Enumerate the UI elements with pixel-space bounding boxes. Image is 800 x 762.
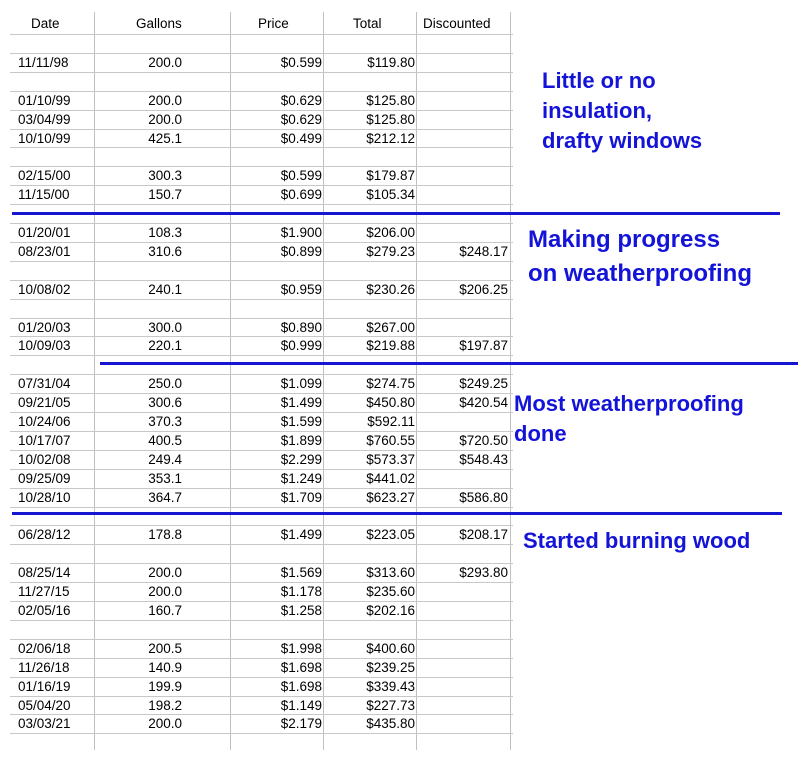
cell-gallons: 310.6 (148, 243, 182, 259)
cell-date: 01/16/19 (18, 678, 71, 694)
cell-gallons: 200.0 (148, 565, 182, 581)
cell-gallons: 249.4 (148, 451, 182, 467)
cell-discounted (428, 583, 508, 601)
cell-price: $1.258 (280, 603, 322, 618)
cell-price: $0.699 (280, 187, 322, 203)
cell-discounted (428, 356, 508, 374)
cell-price: $1.599 (280, 414, 322, 429)
annotation-line: Started burning wood (523, 528, 751, 553)
cell-date: 10/10/99 (18, 130, 71, 146)
cell-total (335, 262, 415, 280)
cell-total: $119.80 (367, 54, 415, 70)
cell-price: $1.149 (280, 697, 322, 713)
cell-price: $0.599 (280, 54, 322, 70)
cell-price: $1.099 (280, 376, 322, 392)
cell-date: 09/25/09 (18, 470, 71, 486)
cell-date: 08/23/01 (18, 243, 71, 259)
cell-discounted (428, 678, 508, 696)
cell-discounted (428, 148, 508, 166)
cell-date (18, 148, 90, 166)
header-gallons: Gallons (136, 16, 182, 31)
cell-price: $1.698 (280, 659, 322, 675)
cell-discounted: $548.43 (459, 451, 508, 467)
cell-gallons: 200.0 (148, 111, 182, 127)
cell-price: $0.890 (280, 319, 322, 335)
cell-gallons: 198.2 (148, 697, 182, 713)
annotation-phase4 (523, 526, 750, 556)
cell-total (335, 356, 415, 374)
cell-date: 03/04/99 (18, 111, 71, 127)
cell-total: $223.05 (366, 527, 415, 543)
cell-date: 01/10/99 (18, 92, 71, 108)
cell-price: $0.599 (280, 168, 322, 184)
annotation-line: done (514, 421, 567, 446)
cell-date: 11/11/98 (18, 54, 69, 70)
cell-total: $125.80 (366, 111, 415, 127)
cell-price: $0.959 (280, 281, 322, 297)
cell-total (335, 73, 415, 91)
header-date: Date (31, 16, 60, 31)
phase-separator (12, 212, 780, 215)
annotation-line: insulation, (542, 98, 652, 123)
cell-price: $1.998 (280, 640, 322, 656)
cell-total (335, 300, 415, 318)
cell-date: 09/21/05 (18, 395, 71, 411)
cell-gallons: 370.3 (148, 414, 182, 429)
cell-date: 02/05/16 (18, 603, 71, 618)
cell-discounted: $206.25 (459, 281, 508, 297)
cell-discounted: $420.54 (459, 395, 508, 411)
cell-price: $0.499 (280, 130, 322, 146)
cell-gallons: 250.0 (148, 376, 182, 392)
cell-gallons: 364.7 (148, 489, 182, 505)
cell-price: $2.179 (280, 716, 322, 732)
cell-date: 10/17/07 (18, 432, 71, 448)
cell-discounted (428, 602, 508, 620)
cell-gallons: 400.5 (148, 432, 182, 448)
cell-gallons (102, 35, 182, 53)
cell-date (18, 35, 90, 53)
cell-date: 10/08/02 (18, 281, 71, 297)
annotation-phase2 (528, 223, 752, 291)
cell-discounted (428, 300, 508, 318)
cell-price: $0.999 (280, 338, 322, 354)
cell-total: $279.23 (366, 243, 415, 259)
cell-gallons: 160.7 (148, 603, 182, 618)
cell-date: 03/03/21 (18, 716, 71, 732)
cell-date: 10/24/06 (18, 414, 71, 429)
cell-total: $125.80 (366, 92, 415, 108)
cell-gallons: 178.8 (148, 527, 182, 543)
header-discounted: Discounted (423, 16, 491, 31)
cell-date: 05/04/20 (18, 697, 71, 713)
annotation-line: on weatherproofing (528, 260, 752, 287)
cell-price: $0.899 (280, 243, 322, 259)
cell-gallons (102, 73, 182, 91)
cell-date: 07/31/04 (18, 376, 71, 392)
cell-date: 01/20/03 (18, 319, 71, 335)
cell-price: $1.499 (280, 527, 322, 543)
cell-discounted (428, 413, 508, 431)
cell-gallons (102, 262, 182, 280)
cell-gallons: 220.1 (148, 338, 182, 354)
cell-discounted: $586.80 (459, 489, 508, 505)
cell-price: $1.698 (280, 678, 322, 694)
row-divider (10, 733, 513, 734)
cell-gallons: 199.9 (148, 678, 182, 694)
cell-total: $313.60 (366, 565, 415, 581)
cell-gallons (102, 148, 182, 166)
cell-total: $339.43 (366, 678, 415, 694)
cell-price: $1.709 (280, 489, 322, 505)
cell-gallons: 425.1 (148, 130, 182, 146)
cell-total: $206.00 (366, 225, 415, 240)
cell-discounted (428, 224, 508, 242)
cell-gallons: 300.6 (148, 395, 182, 411)
cell-date (18, 508, 90, 526)
annotation-line: drafty windows (542, 128, 703, 153)
cell-date (18, 73, 90, 91)
cell-discounted (428, 35, 508, 53)
cell-gallons (102, 300, 182, 318)
cell-total: $441.02 (366, 470, 415, 486)
cell-gallons (102, 621, 182, 639)
cell-discounted (428, 470, 508, 488)
cell-price (242, 356, 322, 374)
cell-total: $450.80 (366, 395, 415, 411)
cell-total: $235.60 (366, 584, 415, 600)
cell-discounted (428, 73, 508, 91)
cell-gallons: 200.0 (148, 584, 182, 600)
cell-gallons: 353.1 (148, 470, 182, 486)
cell-gallons: 200.5 (148, 640, 182, 656)
cell-price (242, 300, 322, 318)
cell-price (242, 73, 322, 91)
cell-total: $239.25 (366, 659, 415, 675)
cell-total (335, 35, 415, 53)
cell-total: $227.73 (366, 697, 415, 713)
cell-discounted: $197.87 (459, 338, 508, 354)
cell-total (335, 148, 415, 166)
annotation-line: Little or no (542, 68, 656, 93)
cell-price: $1.178 (280, 584, 322, 600)
cell-gallons: 300.0 (148, 319, 182, 335)
cell-price: $1.499 (280, 395, 322, 411)
cell-price: $1.900 (280, 225, 322, 240)
cell-discounted (428, 319, 508, 337)
cell-discounted (428, 186, 508, 204)
cell-gallons (102, 356, 182, 374)
annotation-line: Making progress (528, 226, 721, 253)
cell-total: $230.26 (366, 281, 415, 297)
cell-date (18, 300, 90, 318)
cell-total: $623.27 (366, 489, 415, 505)
cell-date: 01/20/01 (18, 225, 71, 240)
cell-total (335, 508, 415, 526)
cell-total: $435.80 (366, 716, 415, 732)
cell-total (335, 545, 415, 563)
cell-price (242, 545, 322, 563)
cell-price (242, 262, 322, 280)
cell-date: 06/28/12 (18, 527, 71, 543)
cell-discounted: $720.50 (459, 432, 508, 448)
cell-gallons: 240.1 (148, 281, 182, 297)
cell-total: $212.12 (366, 130, 415, 146)
cell-discounted (428, 659, 508, 677)
cell-total: $400.60 (366, 640, 415, 656)
cell-gallons: 108.3 (148, 225, 182, 240)
cell-date (18, 545, 90, 563)
cell-gallons (102, 545, 182, 563)
cell-price: $0.629 (280, 111, 322, 127)
cell-date (18, 356, 90, 374)
cell-discounted: $248.17 (459, 243, 508, 259)
cell-total: $592.11 (367, 414, 415, 429)
cell-discounted (428, 508, 508, 526)
cell-date: 08/25/14 (18, 565, 71, 581)
cell-date: 10/28/10 (18, 489, 71, 505)
cell-date: 11/27/15 (18, 584, 70, 600)
cell-date: 11/15/00 (18, 187, 70, 203)
cell-discounted (428, 167, 508, 185)
cell-gallons: 140.9 (148, 659, 182, 675)
cell-date: 10/02/08 (18, 451, 71, 467)
cell-date: 11/26/18 (18, 659, 70, 675)
cell-price (242, 148, 322, 166)
cell-price (242, 621, 322, 639)
cell-total: $105.34 (366, 187, 415, 203)
cell-gallons: 200.0 (148, 54, 182, 70)
cell-total: $760.55 (366, 432, 415, 448)
cell-discounted (428, 54, 508, 72)
phase-separator (100, 362, 798, 365)
cell-date: 02/06/18 (18, 640, 71, 656)
cell-total: $274.75 (366, 376, 415, 392)
cell-price: $2.299 (280, 451, 322, 467)
annotation-line: Most weatherproofing (514, 391, 744, 416)
cell-gallons (102, 508, 182, 526)
cell-date: 02/15/00 (18, 168, 71, 184)
cell-gallons: 200.0 (148, 716, 182, 732)
cell-price: $1.249 (280, 470, 322, 486)
cell-date (18, 621, 90, 639)
phase-separator (12, 512, 782, 515)
cell-discounted (428, 111, 508, 129)
cell-price: $0.629 (280, 92, 322, 108)
cell-price: $1.899 (280, 432, 322, 448)
cell-discounted (428, 92, 508, 110)
cell-discounted: $208.17 (459, 527, 508, 543)
cell-discounted (428, 621, 508, 639)
cell-discounted (428, 130, 508, 148)
annotation-phase3 (514, 389, 744, 449)
cell-total: $202.16 (366, 603, 415, 618)
cell-discounted (428, 262, 508, 280)
cell-total: $179.87 (366, 168, 415, 184)
cell-gallons: 200.0 (148, 92, 182, 108)
cell-gallons: 150.7 (148, 187, 182, 203)
annotation-phase1 (542, 66, 702, 156)
header-total: Total (353, 16, 382, 31)
cell-total (335, 621, 415, 639)
cell-price (242, 508, 322, 526)
cell-discounted (428, 545, 508, 563)
cell-discounted (428, 715, 508, 733)
cell-total: $573.37 (366, 451, 415, 467)
cell-gallons: 300.3 (148, 168, 182, 184)
cell-total: $219.88 (366, 338, 415, 354)
cell-discounted: $293.80 (459, 565, 508, 581)
cell-date: 10/09/03 (18, 338, 71, 354)
cell-price: $1.569 (280, 565, 322, 581)
cell-date (18, 262, 90, 280)
cell-discounted: $249.25 (459, 376, 508, 392)
cell-total: $267.00 (366, 319, 415, 335)
header-price: Price (258, 16, 289, 31)
cell-discounted (428, 697, 508, 715)
cell-price (242, 35, 322, 53)
cell-discounted (428, 640, 508, 658)
